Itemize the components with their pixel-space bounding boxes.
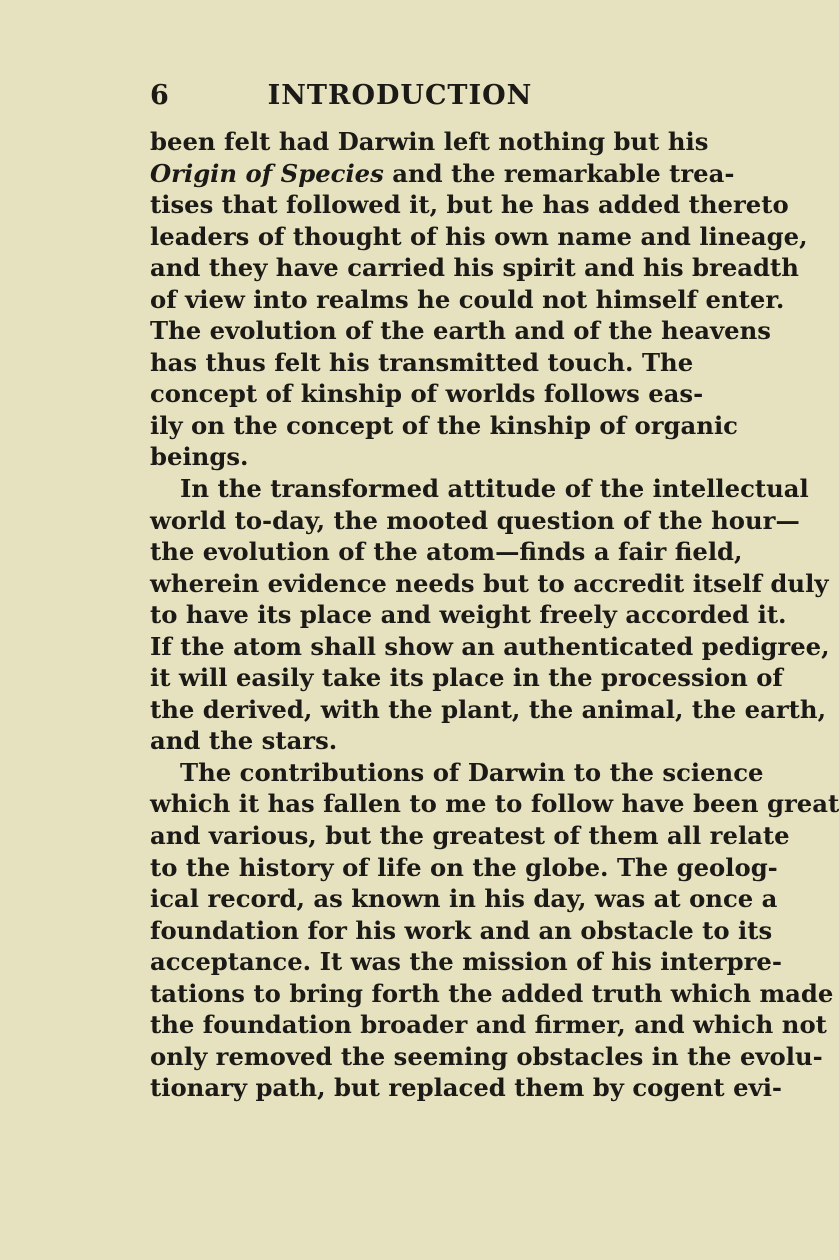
text-line: tionary path, but replaced them by cogent evi- xyxy=(150,1073,783,1103)
text-line: the foundation broader and firmer, and which not xyxy=(150,1010,827,1040)
page-header xyxy=(150,80,650,120)
text-line: beings. xyxy=(150,442,249,472)
text-line: and the stars. xyxy=(150,726,338,756)
text-line: tations to bring forth the added truth which made xyxy=(150,978,834,1008)
text-line: If the atom shall show an authenticated pedigree, xyxy=(150,631,830,661)
text-line: has thus felt his transmitted touch. The xyxy=(150,347,694,377)
text-line: only removed the seeming obstacles in the evolu- xyxy=(150,1041,823,1071)
text-line: world to-day, the mooted question of the hour— xyxy=(150,505,800,535)
text-line: The evolution of the earth and of the heavens xyxy=(150,316,771,346)
text-line: been felt had Darwin left nothing but his xyxy=(150,127,709,156)
text-line: to the history of life on the globe. The geolog- xyxy=(150,852,778,882)
running-head: INTRODUCTION xyxy=(267,80,533,111)
book-title-italic: Origin of Species xyxy=(150,158,384,188)
text-line: tises that followed it, but he has added thereto xyxy=(150,190,789,220)
text-line: acceptance. It was the mission of his interpre- xyxy=(150,947,782,977)
text-line: it will easily take its place in the procession of xyxy=(150,663,783,693)
text-line: the evolution of the atom—finds a fair field, xyxy=(150,537,743,567)
text-line: the derived, with the plant, the animal, the earth, xyxy=(150,694,827,724)
text-line: ily on the concept of the kinship of organic xyxy=(150,410,738,440)
text-line: which it has fallen to me to follow have been great xyxy=(150,789,839,819)
text-line: ical record, as known in his day, was at once a xyxy=(150,884,778,914)
paragraph-start-line: The contributions of Darwin to the science xyxy=(180,757,764,787)
text-line: to have its place and weight freely accorded it. xyxy=(150,600,787,630)
text-line: and various, but the greatest of them all relate xyxy=(150,821,790,851)
text-line: wherein evidence needs but to accredit itself duly xyxy=(150,568,829,598)
text-line: foundation for his work and an obstacle to its xyxy=(150,915,773,945)
text-line: concept of kinship of worlds follows eas- xyxy=(150,379,704,409)
text-fragment: and the remarkable trea- xyxy=(383,158,735,188)
paragraph-start-line: In the transformed attitude of the intellectual xyxy=(180,474,809,504)
text-line: leaders of thought of his own name and lineage, xyxy=(150,221,808,251)
text-line: and they have carried his spirit and his breadth xyxy=(150,253,799,283)
body-text xyxy=(150,126,839,1104)
text-line xyxy=(150,158,735,190)
text-line: of view into realms he could not himself enter. xyxy=(150,284,785,314)
page-number: 6 xyxy=(150,80,170,111)
